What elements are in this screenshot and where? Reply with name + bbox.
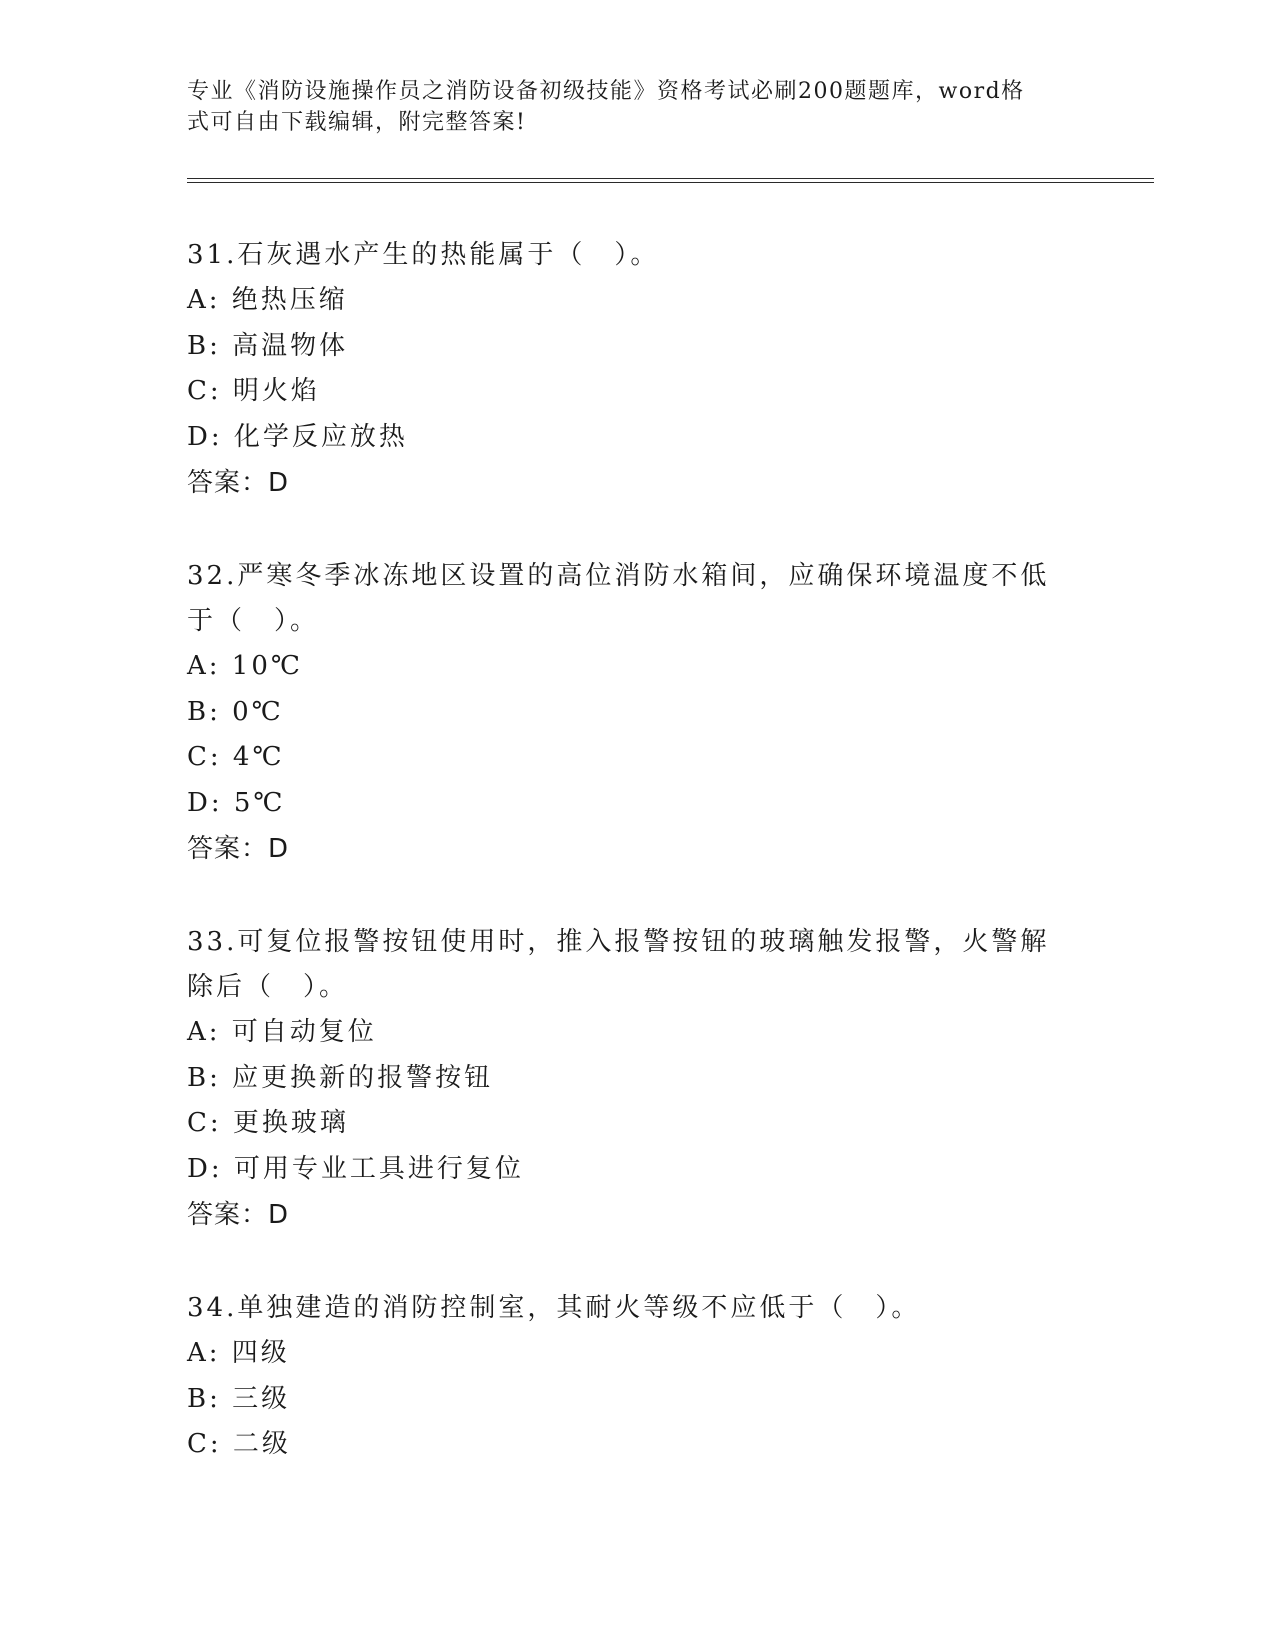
- header-line-1: 专业《消防设施操作员之消防设备初级技能》资格考试必刷200题题库，word格: [187, 79, 1025, 104]
- question-34: [187, 1286, 1077, 1468]
- answer-line: 答案：D: [187, 1200, 290, 1230]
- option-a: A: 绝热压缩: [187, 285, 348, 315]
- option-a: A: 四级: [187, 1338, 290, 1368]
- option-a: A: 10℃: [187, 651, 303, 681]
- question-33: [187, 920, 1077, 1238]
- question-31: [187, 233, 1077, 506]
- option-b: B: 三级: [187, 1383, 291, 1414]
- question-stem: 34.单独建造的消防控制室，其耐火等级不应低于（ ）。: [187, 1293, 921, 1323]
- option-b: B: 0℃: [187, 696, 284, 727]
- option-d: D: 化学反应放热: [187, 421, 408, 452]
- header-divider-top: [187, 178, 1154, 179]
- question-stem: 33.可复位报警按钮使用时，推入报警按钮的玻璃触发报警，火警解除后（ ）。: [187, 927, 1050, 1002]
- option-d: D: 可用专业工具进行复位: [187, 1153, 524, 1184]
- question-32: [187, 554, 1077, 872]
- option-c: C: 4℃: [187, 742, 285, 772]
- option-b: B: 高温物体: [187, 330, 349, 361]
- option-b: B: 应更换新的报警按钮: [187, 1062, 494, 1093]
- question-stem: 31.石灰遇水产生的热能属于（ ）。: [187, 240, 660, 270]
- answer-line: 答案：D: [187, 468, 290, 498]
- header-line-2: 式可自由下载编辑，附完整答案!: [187, 110, 527, 135]
- answer-line: 答案：D: [187, 834, 290, 864]
- question-list: [187, 233, 1077, 1516]
- option-c: C: 明火焰: [187, 376, 320, 406]
- question-stem: 32.严寒冬季冰冻地区设置的高位消防水箱间，应确保环境温度不低于（ ）。: [187, 561, 1050, 636]
- option-a: A: 可自动复位: [187, 1017, 377, 1047]
- option-d: D: 5℃: [187, 787, 286, 818]
- option-c: C: 二级: [187, 1429, 291, 1459]
- option-c: C: 更换玻璃: [187, 1108, 349, 1138]
- header-divider-bottom: [187, 182, 1154, 183]
- document-header: [187, 76, 1067, 138]
